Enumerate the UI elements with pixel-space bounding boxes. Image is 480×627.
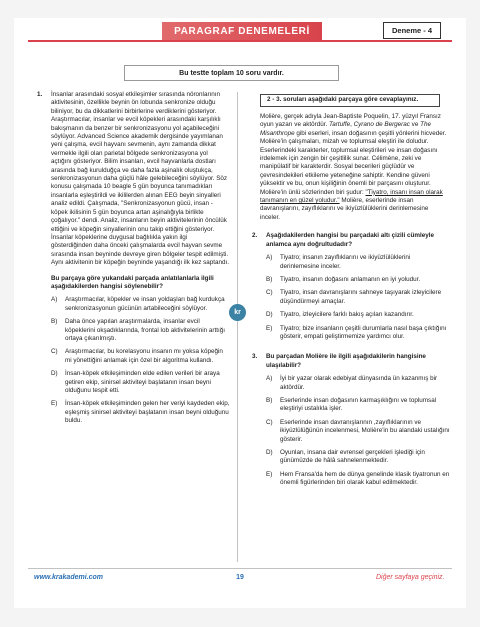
option-letter: D) [266,311,273,319]
work-title-tartuffe: Tartuffe [328,121,351,129]
q2-option-d[interactable] [266,311,450,319]
option-text: Hem Fransa'da hem de dünya genelinde klasik tiyatronun en önemli figürlerinden biri olarak kabul edilmektedir. [280,470,450,487]
work-title-misanthrope: The Misanthrope [260,121,431,137]
option-text: İnsan-köpek etkileşiminden elde edilen verileri bir araya getiren ekip, sinirsel aktiviteyi başlatanın insan beyni olduğunu tespit etti. [65,370,220,394]
publisher-website-link[interactable]: www.krakademi.com [34,574,103,581]
passage-text: Molière, gerçek adıyla Jean-Baptiste Poquelin, 17. yüzyıl Fransız oyun yazarı ve aktördür. [260,113,441,129]
option-letter: A) [266,375,273,383]
option-text: Tiyatro; insanın zayıflıklarını ve ikiyüzlülüklerini derinlemesine inceler. [280,254,411,270]
option-text: Oyunları, insana dair evrensel gerçekleri işlediği için günümüzde de hâlâ sahnelenmektedir. [280,449,425,465]
q3-option-a[interactable] [266,375,450,392]
q2-option-c[interactable] [266,289,450,306]
option-text: İyi bir yazar olarak edebiyat dünyasında ün kazanmış bir aktördür. [280,375,438,391]
moliere-passage [260,113,450,222]
left-column [37,91,230,426]
option-letter: A) [266,254,273,262]
q1-option-a[interactable] [51,296,230,313]
test-intro-note: Bu testte toplam 10 soru vardır. [124,65,339,81]
footer-divider [28,568,452,569]
option-text: İnsan-köpek etkileşiminden gelen her veriyi kaydeden ekip, eşleşmiş sinirsel aktiviteyi başlatanın insan beyni olduğunu buldu. [65,400,230,425]
option-text: Eserlerinde insan davranışlarının ,zayıflıklarının ve ikiyüzlülüğünün incelenmesi, Molière'in bu alandaki ustalığını gösterir. [280,418,450,443]
q3-option-e[interactable] [266,471,450,488]
option-letter: C) [266,418,273,426]
next-page-note: Diğer sayfaya geçiniz. [376,574,445,581]
q1-option-c[interactable] [51,348,230,365]
option-text: Tiyatro, insanın doğasını anlamanın en iyi yoludur. [280,275,421,283]
work-title-cyrano: Cyrano de Bergerac [353,121,410,129]
q2-option-a[interactable] [266,254,450,271]
option-letter: C) [266,289,273,297]
question-3-stem: Bu parçadan Molière ile ilgili aşağıdakilerin hangisine ulaşılabilir? [266,353,426,369]
q3-option-c[interactable] [266,419,450,444]
question-3 [252,353,450,487]
question-1-passage: İnsanlar arasındaki sosyal etkileşimler sırasında nöronlarının aktivitesinin, özellikle beynin ön lobunda senkronize olduğu biliniyor, bu da dikkatlerini birbirlerine verdiklerini gösteriyor. Araştırmacılar, insanlar ve evcil köpekleri arasındaki karşılıklı bakışmanın da benzer bir senkronizasyonu yol açabileceğini söylüyor. Advanced Science akademik dergisinde yayımlanan yeni çalışma, evcil hayvanı sevmenin, aynı zamanda dikkat vermekle ilgili olan parietal bölgede senkronizasyona yol açtığını gösteriyor. Bilim insanları, evcil hayvanlarla dostları arasında bağ kurulduğça ve daha fazla aşinalık oluştukça, senkronizasyonun daha güçlü hâle gelebileceğini söylüyor. Söz konusu çalışmada 10 beagle 5 gün boyunca tanımadıkları insanlarla eşleştirildi ve ikililerden alınan EEG beyin sinyalleri analiz edildi. Çalışmada, "Senkronizasyonun gücü, insan - köpek ikilisinin 5 gün boyunca artan aşinalığıyla birlikte çoğalıyor." dendi. Analiz, insanların beyin aktivitelerinin öncülük ettiğini ve köpeğin sinyallerinin onu takip ettiğini gösteriyor. İnsanlar köpeklerine duygusal bağlılıkla yakın ilgi gösterdiğinden daha önceki çalışmalarda evcil hayvan sevme sırasında insan beyninde devreye giren bölgeler tespit edilmişti. Aynı aktivitenin bir köpeğin beyninde yaşandığı ilk kez saptandı. [51,91,230,267]
option-letter: D) [266,449,273,456]
q3-option-b[interactable] [266,397,450,414]
option-text: Araştırmacılar, köpekler ve insan yoldaşları bağ kurdukça senkronizasyonun gücünün artabileceğini söylüyor. [65,296,225,312]
passage-range-note: 2 - 3. soruları aşağıdaki parçaya göre cevaplayınız. [260,94,440,107]
option-text: Tiyatro, izleyicilere farklı bakış açıları kazandırır. [280,311,414,319]
underlined-quote: "Tiyatro, insanı insan olarak tanımanın en güzel yoludur." [260,188,443,205]
right-column [252,94,450,488]
option-letter: D) [51,370,58,378]
question-1-stem: Bu parçaya göre yukarıdaki parçada anlatılanlarla ilgili aşağıdakilerden hangisi söylenebilir? [51,274,214,290]
q2-option-b[interactable] [266,276,450,284]
option-letter: B) [266,396,273,404]
column-divider [237,92,238,562]
option-text: Eserlerinde insan doğasının karmaşıklığını ve toplumsal eleştiriyi ustalıkla işler. [280,396,437,413]
section-banner: PARAGRAF DENEMELERİ [162,22,322,41]
page-number: 19 [236,574,244,581]
option-text: Daha önce yapılan araştırmalarda, insanlar evcil köpeklerini okşadıklarında, frontal lob aktivitelerinin arttığı ortaya çıkarılmıştı. [65,318,225,342]
option-letter: E) [266,324,273,332]
question-3-number: 3. [252,353,258,361]
option-letter: B) [266,275,273,283]
passage-text: Molière, eserlerinde insan davranışlarını, zayıflıklarını ve ikiyüzlülüklerini derinlemesine inceler. [260,197,429,221]
header-divider [28,40,452,42]
option-letter: A) [51,296,58,304]
option-text: Tiyatro; bize insanların çeşitli durumlarla nasıl başa çıktığını gösterir, empati geliştirmemize yardımcı olur. [280,324,447,340]
question-2 [252,232,450,341]
question-2-stem: Aşağıdakilerden hangisi bu parçadaki altı çizili cümleyle anlamca aynı doğrultudadır? [266,232,434,248]
publisher-logo: kr [229,304,246,321]
passage-text: ve [409,121,421,129]
q1-option-b[interactable] [51,318,230,343]
question-1 [37,91,230,426]
option-text: Araştırmacılar, bu korelasyonu insanın mı yoksa köpeğin mi yönettiğini anlamak için özel bir algoritma kullandı. [65,348,223,364]
option-text: Tiyatro, insan davranışlarını sahneye taşıyarak izleyicilere düşündürmeyi amaçlar. [280,289,442,305]
passage-text: , [350,121,354,129]
option-letter: B) [51,318,58,326]
q3-option-d[interactable] [266,449,450,466]
q2-option-e[interactable] [266,325,450,342]
test-number-badge: Deneme - 4 [383,22,441,39]
question-2-number: 2. [252,232,258,240]
option-letter: E) [266,470,273,478]
option-letter: C) [51,348,58,356]
question-1-number: 1. [37,91,43,98]
passage-text: gibi eserleri, insan doğasının çeşitli yönlerini hicveder. Molière'in çalışmaları, mizah ve toplumsal eleştiri ile doludur. Eserlerindeki karakterler, toplumsal eleştirileri ve insan doğasını irdelemek için zengin bir çeşitlilik sunar. Célimène, zeki ve manipülatif bir karakterdir. Sosyal becerileri güçlüdür ve çevresindekileri etkileme yeteneğine sahiptir. Kendine güveni yüksektir ve bu, onun kişiliğinin önemli bir parçasını oluşturur. Molière'in ünlü sözlerinden biri şudur: [260,129,447,196]
option-letter: E) [51,400,58,408]
q1-option-e[interactable] [51,400,230,425]
q1-option-d[interactable] [51,370,230,395]
